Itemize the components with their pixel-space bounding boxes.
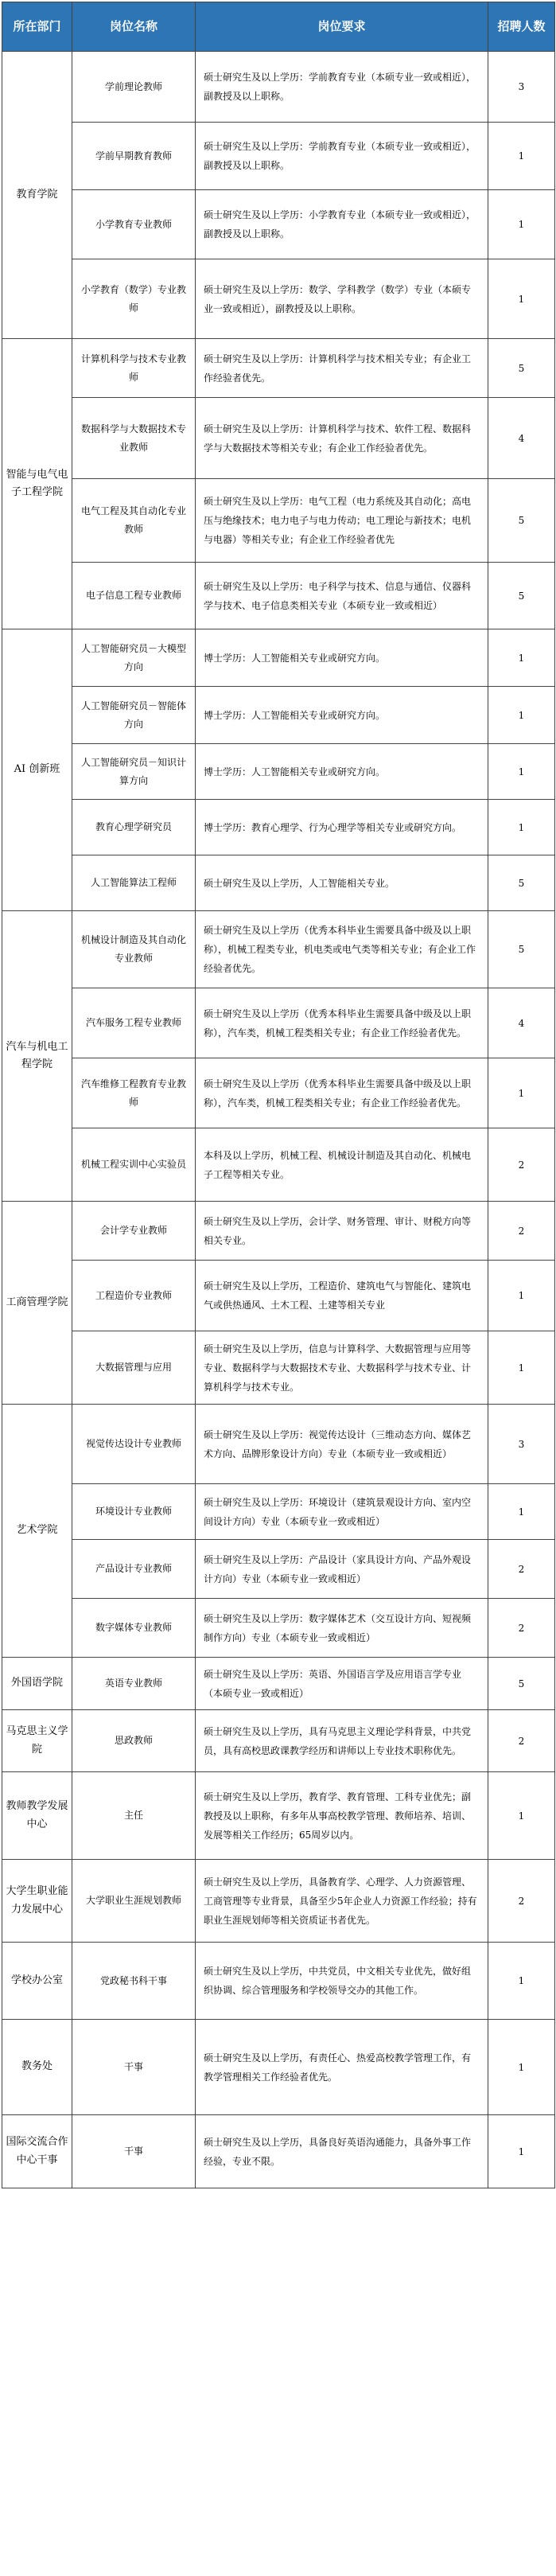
table-row — [2, 2115, 555, 2188]
count-cell: 5 — [488, 339, 555, 398]
count-cell: 4 — [488, 398, 555, 479]
table-row — [2, 1658, 555, 1710]
count-cell: 1 — [488, 190, 555, 259]
position-cell: 学前早期教育教师 — [72, 123, 196, 190]
position-cell: 机械设计制造及其自动化专业教师 — [72, 911, 196, 988]
dept-cell: 艺术学院 — [2, 1405, 72, 1658]
count-cell: 2 — [488, 1128, 555, 1202]
requirement-cell: 硕士研究生及以上学历，中共党员，中文相关专业优先，做好组织协调、综合管理服务和学校领导交办的其他工作。 — [196, 1943, 488, 2020]
count-cell: 2 — [488, 1860, 555, 1943]
requirement-cell: 硕士研究生及以上学历，信息与计算科学、大数据管理与应用等专业、数据科学与大数据技术专业、大数据科学与技术专业、计算机科学与技术专业。 — [196, 1331, 488, 1405]
count-cell: 4 — [488, 988, 555, 1058]
dept-cell: 智能与电气电子工程学院 — [2, 339, 72, 629]
dept-cell: AI 创新班 — [2, 629, 72, 911]
count-cell: 1 — [488, 1943, 555, 2020]
requirement-cell: 硕士研究生及以上学历（优秀本科毕业生需要具备中级及以上职称），汽车类，机械工程类相关专业；有企业工作经验者优先。 — [196, 1058, 488, 1128]
count-cell: 1 — [488, 629, 555, 687]
count-cell: 1 — [488, 259, 555, 339]
requirement-cell: 本科及以上学历，机械工程、机械设计制造及其自动化、机械电子工程等相关专业。 — [196, 1128, 488, 1202]
table-row — [2, 479, 555, 563]
table-row — [2, 1405, 555, 1484]
count-cell: 2 — [488, 1540, 555, 1599]
requirement-cell: 硕士研究生及以上学历，工程造价、建筑电气与智能化、建筑电气或供热通风、土木工程、土建等相关专业 — [196, 1261, 488, 1331]
dept-cell: 国际交流合作中心干事 — [2, 2115, 72, 2188]
position-cell: 计算机科学与技术专业教师 — [72, 339, 196, 398]
position-cell: 环境设计专业教师 — [72, 1484, 196, 1540]
dept-cell: 教育学院 — [2, 52, 72, 339]
requirement-cell: 硕士研究生及以上学历：数学、学科教学（数学）专业（本硕专业一致或相近），副教授及以上职称。 — [196, 259, 488, 339]
position-cell: 大学职业生涯规划教师 — [72, 1860, 196, 1943]
position-cell: 人工智能研究员－大模型方向 — [72, 629, 196, 687]
table-row — [2, 259, 555, 339]
table-row — [2, 339, 555, 398]
dept-cell: 汽车与机电工程学院 — [2, 911, 72, 1202]
count-cell: 2 — [488, 1202, 555, 1261]
requirement-cell: 博士学历：教育心理学、行为心理学等相关专业或研究方向。 — [196, 800, 488, 855]
table-row — [2, 1202, 555, 1261]
table-row — [2, 1331, 555, 1405]
requirement-cell: 硕士研究生及以上学历：计算机科学与技术相关专业；有企业工作经验者优先。 — [196, 339, 488, 398]
position-cell: 视觉传达设计专业教师 — [72, 1405, 196, 1484]
requirement-cell: 硕士研究生及以上学历（优秀本科毕业生需要具备中级及以上职称），机械工程类专业，机电类或电气类等相关专业；有企业工作经验者优先。 — [196, 911, 488, 988]
requirement-cell: 硕士研究生及以上学历：计算机科学与技术、软件工程、数据科学与大数据技术等相关专业；有企业工作经验者优先。 — [196, 398, 488, 479]
dept-cell: 工商管理学院 — [2, 1202, 72, 1405]
dept-cell: 教师教学发展中心 — [2, 1772, 72, 1860]
count-cell: 1 — [488, 2115, 555, 2188]
position-cell: 电子信息工程专业教师 — [72, 563, 196, 629]
table-row — [2, 2020, 555, 2115]
position-cell: 会计学专业教师 — [72, 1202, 196, 1261]
position-cell: 学前理论教师 — [72, 52, 196, 123]
count-cell: 5 — [488, 911, 555, 988]
table-row — [2, 1860, 555, 1943]
position-cell: 数字媒体专业教师 — [72, 1599, 196, 1658]
table-row — [2, 190, 555, 259]
requirement-cell: 硕士研究生及以上学历，具备良好英语沟通能力，具备外事工作经验，专业不限。 — [196, 2115, 488, 2188]
position-cell: 电气工程及其自动化专业教师 — [72, 479, 196, 563]
dept-cell: 教务处 — [2, 2020, 72, 2115]
requirement-cell: 博士学历：人工智能相关专业或研究方向。 — [196, 744, 488, 800]
header-row — [2, 2, 555, 52]
table-row — [2, 911, 555, 988]
position-cell: 人工智能研究员－智能体方向 — [72, 687, 196, 744]
dept-cell: 马克思主义学院 — [2, 1710, 72, 1772]
position-cell: 产品设计专业教师 — [72, 1540, 196, 1599]
table-body — [2, 52, 555, 2188]
header-position: 岗位名称 — [72, 2, 196, 52]
recruitment-table — [2, 2, 555, 2188]
count-cell: 2 — [488, 1599, 555, 1658]
position-cell: 干事 — [72, 2115, 196, 2188]
requirement-cell: 硕士研究生及以上学历：环境设计（建筑景观设计方向、室内空间设计方向）专业（本硕专业一致或相近） — [196, 1484, 488, 1540]
requirement-cell: 硕士研究生及以上学历，具备教育学、心理学、人力资源管理、工商管理等专业背景，具备至少5年企业人力资源工作经验；持有职业生涯规划师等相关资质证书者优先。 — [196, 1860, 488, 1943]
count-cell: 3 — [488, 52, 555, 123]
count-cell: 5 — [488, 855, 555, 911]
count-cell: 1 — [488, 1772, 555, 1860]
table-row — [2, 1058, 555, 1128]
position-cell: 工程造价专业教师 — [72, 1261, 196, 1331]
table-row — [2, 398, 555, 479]
table-row — [2, 1772, 555, 1860]
dept-cell: 大学生职业能力发展中心 — [2, 1860, 72, 1943]
position-cell: 主任 — [72, 1772, 196, 1860]
table-row — [2, 855, 555, 911]
count-cell: 1 — [488, 800, 555, 855]
requirement-cell: 硕士研究生及以上学历：小学教育专业（本硕专业一致或相近），副教授及以上职称。 — [196, 190, 488, 259]
position-cell: 小学教育（数学）专业教师 — [72, 259, 196, 339]
position-cell: 思政教师 — [72, 1710, 196, 1772]
count-cell: 5 — [488, 1658, 555, 1710]
requirement-cell: 硕士研究生及以上学历：英语、外国语言学及应用语言学专业（本硕专业一致或相近） — [196, 1658, 488, 1710]
position-cell: 人工智能算法工程师 — [72, 855, 196, 911]
table-row — [2, 123, 555, 190]
count-cell: 1 — [488, 2020, 555, 2115]
requirement-cell: 硕士研究生及以上学历（优秀本科毕业生需要具备中级及以上职称），汽车类，机械工程类相关专业；有企业工作经验者优先。 — [196, 988, 488, 1058]
position-cell: 党政秘书科干事 — [72, 1943, 196, 2020]
position-cell: 汽车维修工程教育专业教师 — [72, 1058, 196, 1128]
count-cell: 2 — [488, 1710, 555, 1772]
table-row — [2, 1484, 555, 1540]
requirement-cell: 博士学历：人工智能相关专业或研究方向。 — [196, 629, 488, 687]
count-cell: 1 — [488, 1484, 555, 1540]
count-cell: 1 — [488, 123, 555, 190]
table-row — [2, 1599, 555, 1658]
table-row — [2, 52, 555, 123]
header-dept: 所在部门 — [2, 2, 72, 52]
table-row — [2, 800, 555, 855]
table-row — [2, 629, 555, 687]
requirement-cell: 硕士研究生及以上学历，人工智能相关专业。 — [196, 855, 488, 911]
position-cell: 人工智能研究员－知识计算方向 — [72, 744, 196, 800]
position-cell: 英语专业教师 — [72, 1658, 196, 1710]
count-cell: 1 — [488, 1331, 555, 1405]
table-row — [2, 744, 555, 800]
requirement-cell: 硕士研究生及以上学历：数字媒体艺术（交互设计方向、短视频制作方向）专业（本硕专业一致或相近） — [196, 1599, 488, 1658]
requirement-cell: 硕士研究生及以上学历：学前教育专业（本硕专业一致或相近），副教授及以上职称。 — [196, 123, 488, 190]
count-cell: 3 — [488, 1405, 555, 1484]
requirement-cell: 硕士研究生及以上学历：学前教育专业（本硕专业一致或相近），副教授及以上职称。 — [196, 52, 488, 123]
requirement-cell: 硕士研究生及以上学历，有责任心、热爱高校教学管理工作，有教学管理相关工作经验者优先。 — [196, 2020, 488, 2115]
table-row — [2, 988, 555, 1058]
table-row — [2, 1128, 555, 1202]
header-count: 招聘人数 — [488, 2, 555, 52]
table-row — [2, 1710, 555, 1772]
table-row — [2, 1261, 555, 1331]
requirement-cell: 硕士研究生及以上学历：电子科学与技术、信息与通信、仪器科学与技术、电子信息类相关专业（本硕专业一致或相近） — [196, 563, 488, 629]
position-cell: 机械工程实训中心实验员 — [72, 1128, 196, 1202]
requirement-cell: 硕士研究生及以上学历：产品设计（家具设计方向、产品外观设计方向）专业（本硕专业一致或相近） — [196, 1540, 488, 1599]
position-cell: 教育心理学研究员 — [72, 800, 196, 855]
requirement-cell: 博士学历：人工智能相关专业或研究方向。 — [196, 687, 488, 744]
table-row — [2, 1943, 555, 2020]
requirement-cell: 硕士研究生及以上学历：视觉传达设计（三维动态方向、媒体艺术方向、品牌形象设计方向）专业（本硕专业一致或相近） — [196, 1405, 488, 1484]
count-cell: 5 — [488, 479, 555, 563]
position-cell: 干事 — [72, 2020, 196, 2115]
table-row — [2, 687, 555, 744]
position-cell: 汽车服务工程专业教师 — [72, 988, 196, 1058]
dept-cell: 外国语学院 — [2, 1658, 72, 1710]
count-cell: 1 — [488, 687, 555, 744]
requirement-cell: 硕士研究生及以上学历：电气工程（电力系统及其自动化；高电压与绝缘技术；电力电子与电力传动；电工理论与新技术；电机与电器）等相关专业；有企业工作经验者优先 — [196, 479, 488, 563]
count-cell: 1 — [488, 1058, 555, 1128]
count-cell: 1 — [488, 744, 555, 800]
count-cell: 5 — [488, 563, 555, 629]
requirement-cell: 硕士研究生及以上学历，具有马克思主义理论学科背景，中共党员，具有高校思政课教学经历和讲师以上专业技术职称优先。 — [196, 1710, 488, 1772]
header-requirement: 岗位要求 — [196, 2, 488, 52]
position-cell: 大数据管理与应用 — [72, 1331, 196, 1405]
table-row — [2, 1540, 555, 1599]
position-cell: 数据科学与大数据技术专业教师 — [72, 398, 196, 479]
count-cell: 1 — [488, 1261, 555, 1331]
position-cell: 小学教育专业教师 — [72, 190, 196, 259]
requirement-cell: 硕士研究生及以上学历，教育学、教育管理、工科专业优先；副教授及以上职称，有多年从事高校教学管理、教师培养、培训、发展等相关工作经历；65周岁以内。 — [196, 1772, 488, 1860]
dept-cell: 学校办公室 — [2, 1943, 72, 2020]
requirement-cell: 硕士研究生及以上学历，会计学、财务管理、审计、财税方向等相关专业。 — [196, 1202, 488, 1261]
table-row — [2, 563, 555, 629]
